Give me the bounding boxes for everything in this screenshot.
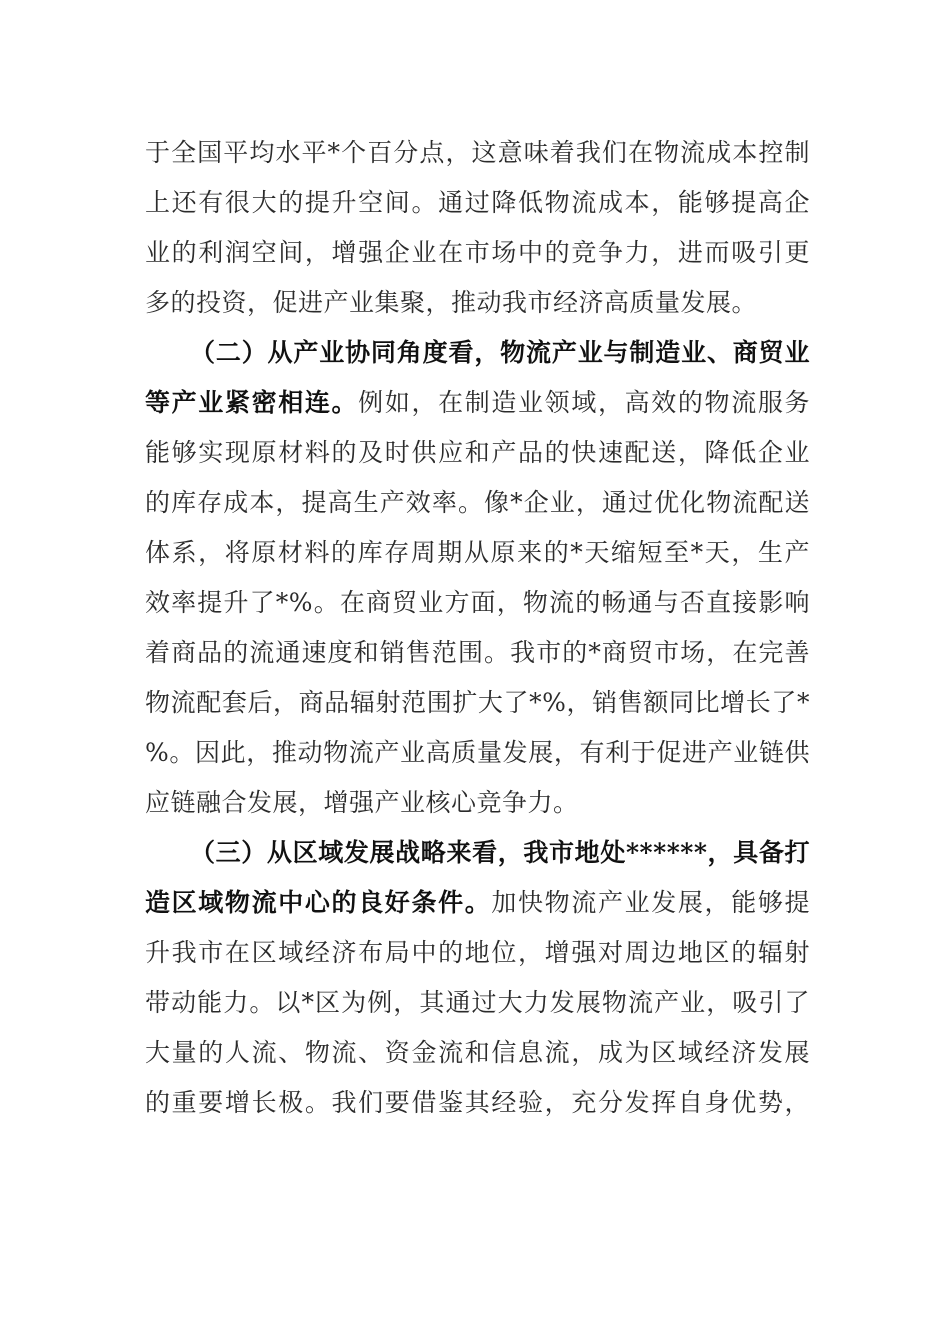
paragraph-1-line-2: 上还有很大的提升空间。通过降低物流成本，能够提高企 (145, 188, 810, 217)
paragraph-3-line-3: 升我市在区域经济布局中的地位，增强对周边地区的辐射 (145, 938, 810, 967)
paragraph-2-heading-line-2: 等产业紧密相连。 (145, 388, 359, 417)
paragraph-2-line-8: 物流配套后，商品辐射范围扩大了*%，销售额同比增长了* (145, 688, 810, 717)
paragraph-2-line-7: 着商品的流通速度和销售范围。我市的*商贸市场，在完善 (145, 638, 810, 667)
paragraph-3-line-6: 的重要增长极。我们要借鉴其经验，充分发挥自身优势， (145, 1088, 810, 1117)
paragraph-3-line-5: 大量的人流、物流、资金流和信息流，成为区域经济发展 (145, 1038, 810, 1067)
paragraph-3-heading-line-2: 造区域物流中心的良好条件。 (145, 888, 492, 917)
paragraph-3-heading-line-1: （三）从区域发展战略来看，我市地处******，具备打 (190, 838, 810, 867)
paragraph-2-line-6: 效率提升了*%。在商贸业方面，物流的畅通与否直接影响 (145, 588, 810, 617)
paragraph-2-line-10: 应链融合发展，增强产业核心竞争力。 (145, 788, 579, 817)
paragraph-2-line-2-rest: 例如，在制造业领域，高效的物流服务 (358, 388, 810, 417)
paragraph-1-line-1: 于全国平均水平*个百分点，这意味着我们在物流成本控制 (145, 138, 810, 167)
paragraph-1-line-3: 业的利润空间，增强企业在市场中的竞争力，进而吸引更 (145, 238, 810, 267)
paragraph-1-line-4: 多的投资，促进产业集聚，推动我市经济高质量发展。 (145, 288, 758, 317)
paragraph-3-line-4: 带动能力。以*区为例，其通过大力发展物流产业，吸引了 (145, 988, 810, 1017)
paragraph-2-line-3: 能够实现原材料的及时供应和产品的快速配送，降低企业 (145, 438, 810, 467)
paragraph-2-heading-line-1: （二）从产业协同角度看，物流产业与制造业、商贸业 (190, 338, 810, 367)
paragraph-2-line-2 (145, 387, 810, 419)
paragraph-2-line-5: 体系，将原材料的库存周期从原来的*天缩短至*天，生产 (145, 538, 810, 567)
paragraph-2-line-9: %。因此，推动物流产业高质量发展，有利于促进产业链供 (145, 738, 810, 767)
paragraph-2-line-4: 的库存成本，提高生产效率。像*企业，通过优化物流配送 (145, 488, 810, 517)
paragraph-3-line-2-rest: 加快物流产业发展，能够提 (491, 888, 810, 917)
paragraph-3-line-2 (145, 887, 810, 919)
